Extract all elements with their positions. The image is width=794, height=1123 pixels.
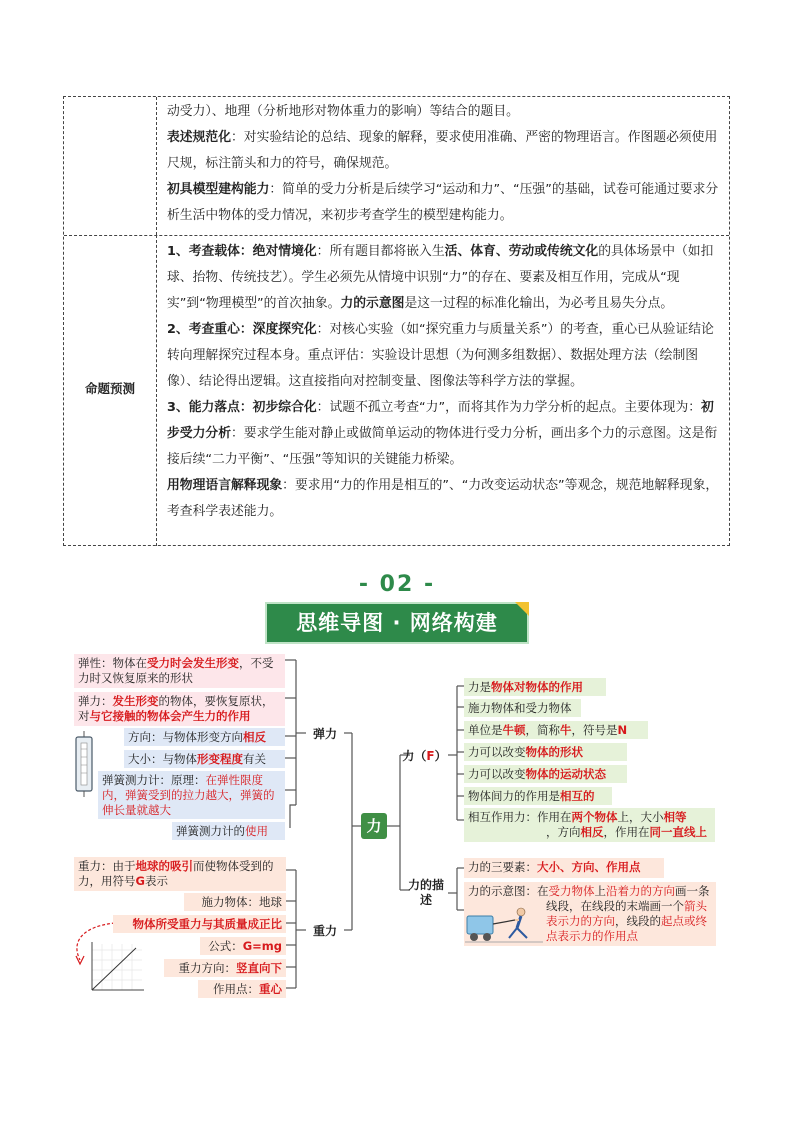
elastic-magnitude-box: 大小：与物体形变程度有关 bbox=[124, 750, 285, 768]
force-diagram-box: 力的示意图：在受力物体上沿着力的方向画一条线段，在线段的末端画一个箭头表示力的方向，线段的起点或终点表示力的作用点 bbox=[464, 882, 716, 946]
gravity-point-box: 作用点：重心 bbox=[198, 980, 286, 998]
force-mutual-box: 物体间力的作用是相互的 bbox=[464, 787, 612, 805]
gravity-source-box: 施力物体：地球 bbox=[184, 893, 286, 911]
spring-scale-image bbox=[73, 731, 95, 799]
paragraph: 表述规范化：对实验结论的总结、现象的解释，要求使用准确、严密的物理语言。作图题必须使用尺规，标注箭头和力的符号，确保规范。 bbox=[167, 130, 718, 171]
gravity-direction-box: 重力方向：竖直向下 bbox=[164, 959, 286, 977]
paragraph: 动受力）、地理（分析地形对物体重力的影响）等结合的题目。 bbox=[167, 104, 519, 119]
gravity-mass-relation-box: 物体所受重力与其质量成正比 bbox=[113, 915, 286, 933]
gravity-formula-box: 公式：G=mg bbox=[200, 937, 286, 955]
force-objects-box: 施力物体和受力物体 bbox=[464, 699, 581, 717]
force-motion-effect-box: 力可以改变物体的运动状态 bbox=[464, 765, 627, 783]
elastic-direction-box: 方向：与物体形变方向相反 bbox=[124, 728, 285, 746]
three-elements-box: 力的三要素：大小、方向、作用点 bbox=[464, 858, 664, 878]
pulling-cart-image bbox=[465, 904, 543, 944]
force-unit-box: 单位是牛顿，简称牛，符号是N bbox=[464, 721, 648, 739]
elastic-force-node: 弹力 bbox=[312, 727, 337, 741]
row-label: 命题预测 bbox=[84, 381, 135, 396]
force-definition-box: 力是物体对物体的作用 bbox=[464, 678, 606, 696]
force-description-node: 力的描述 bbox=[407, 878, 444, 907]
paragraph: 用物理语言解释现象：要求用“力的作用是相互的”、“力改变运动状态”等观念，规范地解释现象，考查科学表述能力。 bbox=[167, 478, 719, 519]
mindmap-center-node: 力 bbox=[361, 813, 387, 839]
spring-scale-principle-box: 弹簧测力计：原理：在弹性限度内，弹簧受到的拉力越大，弹簧的伸长量就越大 bbox=[98, 771, 285, 819]
gravity-node: 重力 bbox=[312, 924, 337, 938]
interaction-force-box: 相互作用力：作用在两个物体上，大小相等 ，方向相反，作用在同一直线上 bbox=[464, 808, 715, 842]
paragraph: 1、考查载体：绝对情境化：所有题目都将嵌入生活、体育、劳动或传统文化的具体场景中（如扣球、抬物、传统技艺）。学生必须先从情境中识别“力”的存在、要素及相互作用，完成从“现实”到“物理模型”的首次抽象。力的示意图是这一过程的标准化输出，为必考且易失分点。 bbox=[167, 244, 714, 311]
section-number: - 02 - bbox=[358, 572, 436, 597]
force-shape-effect-box: 力可以改变物体的形状 bbox=[464, 743, 627, 761]
spring-scale-usage-box: 弹簧测力计的使用 bbox=[172, 822, 285, 840]
gravity-mass-graph-image bbox=[86, 940, 146, 998]
elasticity-box: 弹性：物体在受力时会发生形变，不受力时又恢复原来的形状 bbox=[74, 654, 285, 688]
elastic-force-def-box: 弹力：发生形变的物体，要恢复原状，对与它接触的物体会产生力的作用 bbox=[74, 692, 285, 726]
gravity-def-box: 重力：由于地球的吸引而使物体受到的力，用符号G表示 bbox=[74, 857, 286, 891]
paragraph: 初具模型建构能力：简单的受力分析是后续学习“运动和力”、“压强”的基础，试卷可能通过要求分析生活中物体的受力情况，来初步考查学生的模型建构能力。 bbox=[167, 182, 719, 223]
paragraph: 3、能力落点：初步综合化：试题不孤立考查“力”，而将其作为力学分析的起点。主要体现为：初步受力分析：要求学生能对静止或做简单运动的物体进行受力分析，画出多个力的示意图。这是衔接后续“二力平衡”、“压强”等知识的关键能力桥梁。 bbox=[167, 400, 718, 467]
paragraph: 2、考查重心：深度探究化：对核心实验（如“探究重力与质量关系”）的考查，重心已从验证结论转向理解探究过程本身。重点评估：实验设计思想（为何测多组数据）、数据处理方法（绘制图像）、结论得出逻辑。这直接指向对控制变量、图像法等科学方法的掌握。 bbox=[167, 322, 714, 389]
section-title: 思维导图 · 网络构建 bbox=[296, 611, 498, 635]
force-node: 力（F） bbox=[402, 749, 447, 763]
